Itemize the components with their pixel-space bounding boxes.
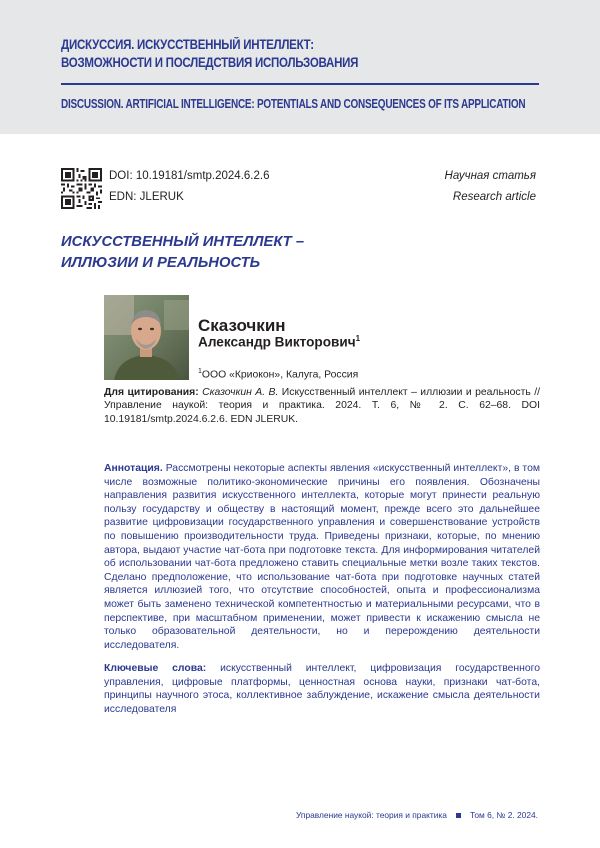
citation-text: Искусственный интеллект – иллюзии и реальность // Управление наукой: теория и практика. 2024. Т. 6, № 2. С. 62–68. DOI 10.19181/smtp.2024.6.2.6. EDN JLERUK. <box>104 387 540 425</box>
author-first-names-text: Александр Викторович <box>198 334 356 350</box>
header-band <box>0 0 600 134</box>
footer-journal: Управление наукой: теория и практика <box>295 810 447 820</box>
article-type-ru: Научная статья <box>444 170 536 182</box>
author-affiliation <box>198 368 358 380</box>
rubric-en: DISCUSSION. ARTIFICIAL INTELLIGENCE: POTENTIALS AND CONSEQUENCES OF ITS APPLICATION <box>61 96 526 111</box>
author-first-names <box>198 334 360 350</box>
author-photo <box>104 295 189 380</box>
rubric-ru-line1: ДИСКУССИЯ. ИСКУССТВЕННЫЙ ИНТЕЛЛЕКТ: <box>61 37 314 52</box>
abstract <box>104 462 540 652</box>
rubric-divider <box>61 83 539 85</box>
article-type-en: Research article <box>452 191 536 203</box>
edn: EDN: JLERUK <box>109 191 184 203</box>
keywords-text: искусственный интеллект, цифровизация государственного управления, цифровые платформы, ценностная основа науки, признаки чат-бота, принципы научного этоса, коллективное заблуждение, искажение смысла деятельности исследователя <box>104 663 540 715</box>
affiliation-mark: 1 <box>198 368 202 375</box>
doi[interactable]: DOI: 10.19181/smtp.2024.6.2.6 <box>109 170 270 182</box>
footer-issue: Том 6, № 2. 2024. <box>469 810 538 820</box>
abstract-label: Аннотация. <box>104 463 163 474</box>
article-title-line1: ИСКУССТВЕННЫЙ ИНТЕЛЛЕКТ – <box>61 234 305 250</box>
affiliation-text: ООО «Криокон», Калуга, Россия <box>201 369 359 381</box>
citation <box>104 386 540 426</box>
abstract-text: Рассмотрены некоторые аспекты явления «искусственный интеллект», в том числе возможные политико-экономические причины его появления. Обозначены направления развития искусственного интеллекта, которые могут принести реальную пользу государству и обществу в настоящий момент, прежде всего это дальнейшее развитие цифровизации государственного управления и совершенствование устройств по повышению производительности труда. Приведены признаки, которые, по мнению автора, выдают участие чат-бота при подготовке текста. Для информирования читателей об использовании чат-бота предложено ставить специальные метки возле таких текстов. Сделано предположение, что использование чат-бота при подготовке научных статей является иллюзией того, что отсутствие способностей, опыта и профессионализма может быть заменено технической компетентностью и материальными ресурсами, что в перспективе, при масштабном применении, может привести к искажению смысла не только образовательной деятельности, но и перерождению деятельности исследователя. <box>104 463 540 651</box>
article-title-line2: ИЛЛЮЗИИ И РЕАЛЬНОСТЬ <box>61 255 261 271</box>
citation-label: Для цитирования: <box>104 387 199 398</box>
qr-code-icon <box>61 168 102 209</box>
article-title <box>61 232 421 274</box>
keywords <box>104 662 540 716</box>
rubric-ru <box>61 36 508 72</box>
keywords-label: Ключевые слова: <box>104 663 207 674</box>
footer-separator <box>456 813 461 818</box>
footer <box>296 810 538 820</box>
rubric-ru-line2: ВОЗМОЖНОСТИ И ПОСЛЕДСТВИЯ ИСПОЛЬЗОВАНИЯ <box>61 55 359 70</box>
author-last-name: Сказочкин <box>198 316 286 335</box>
author-affiliation-mark: 1 <box>355 334 361 343</box>
citation-authors: Сказочкин А. В. <box>202 387 279 398</box>
